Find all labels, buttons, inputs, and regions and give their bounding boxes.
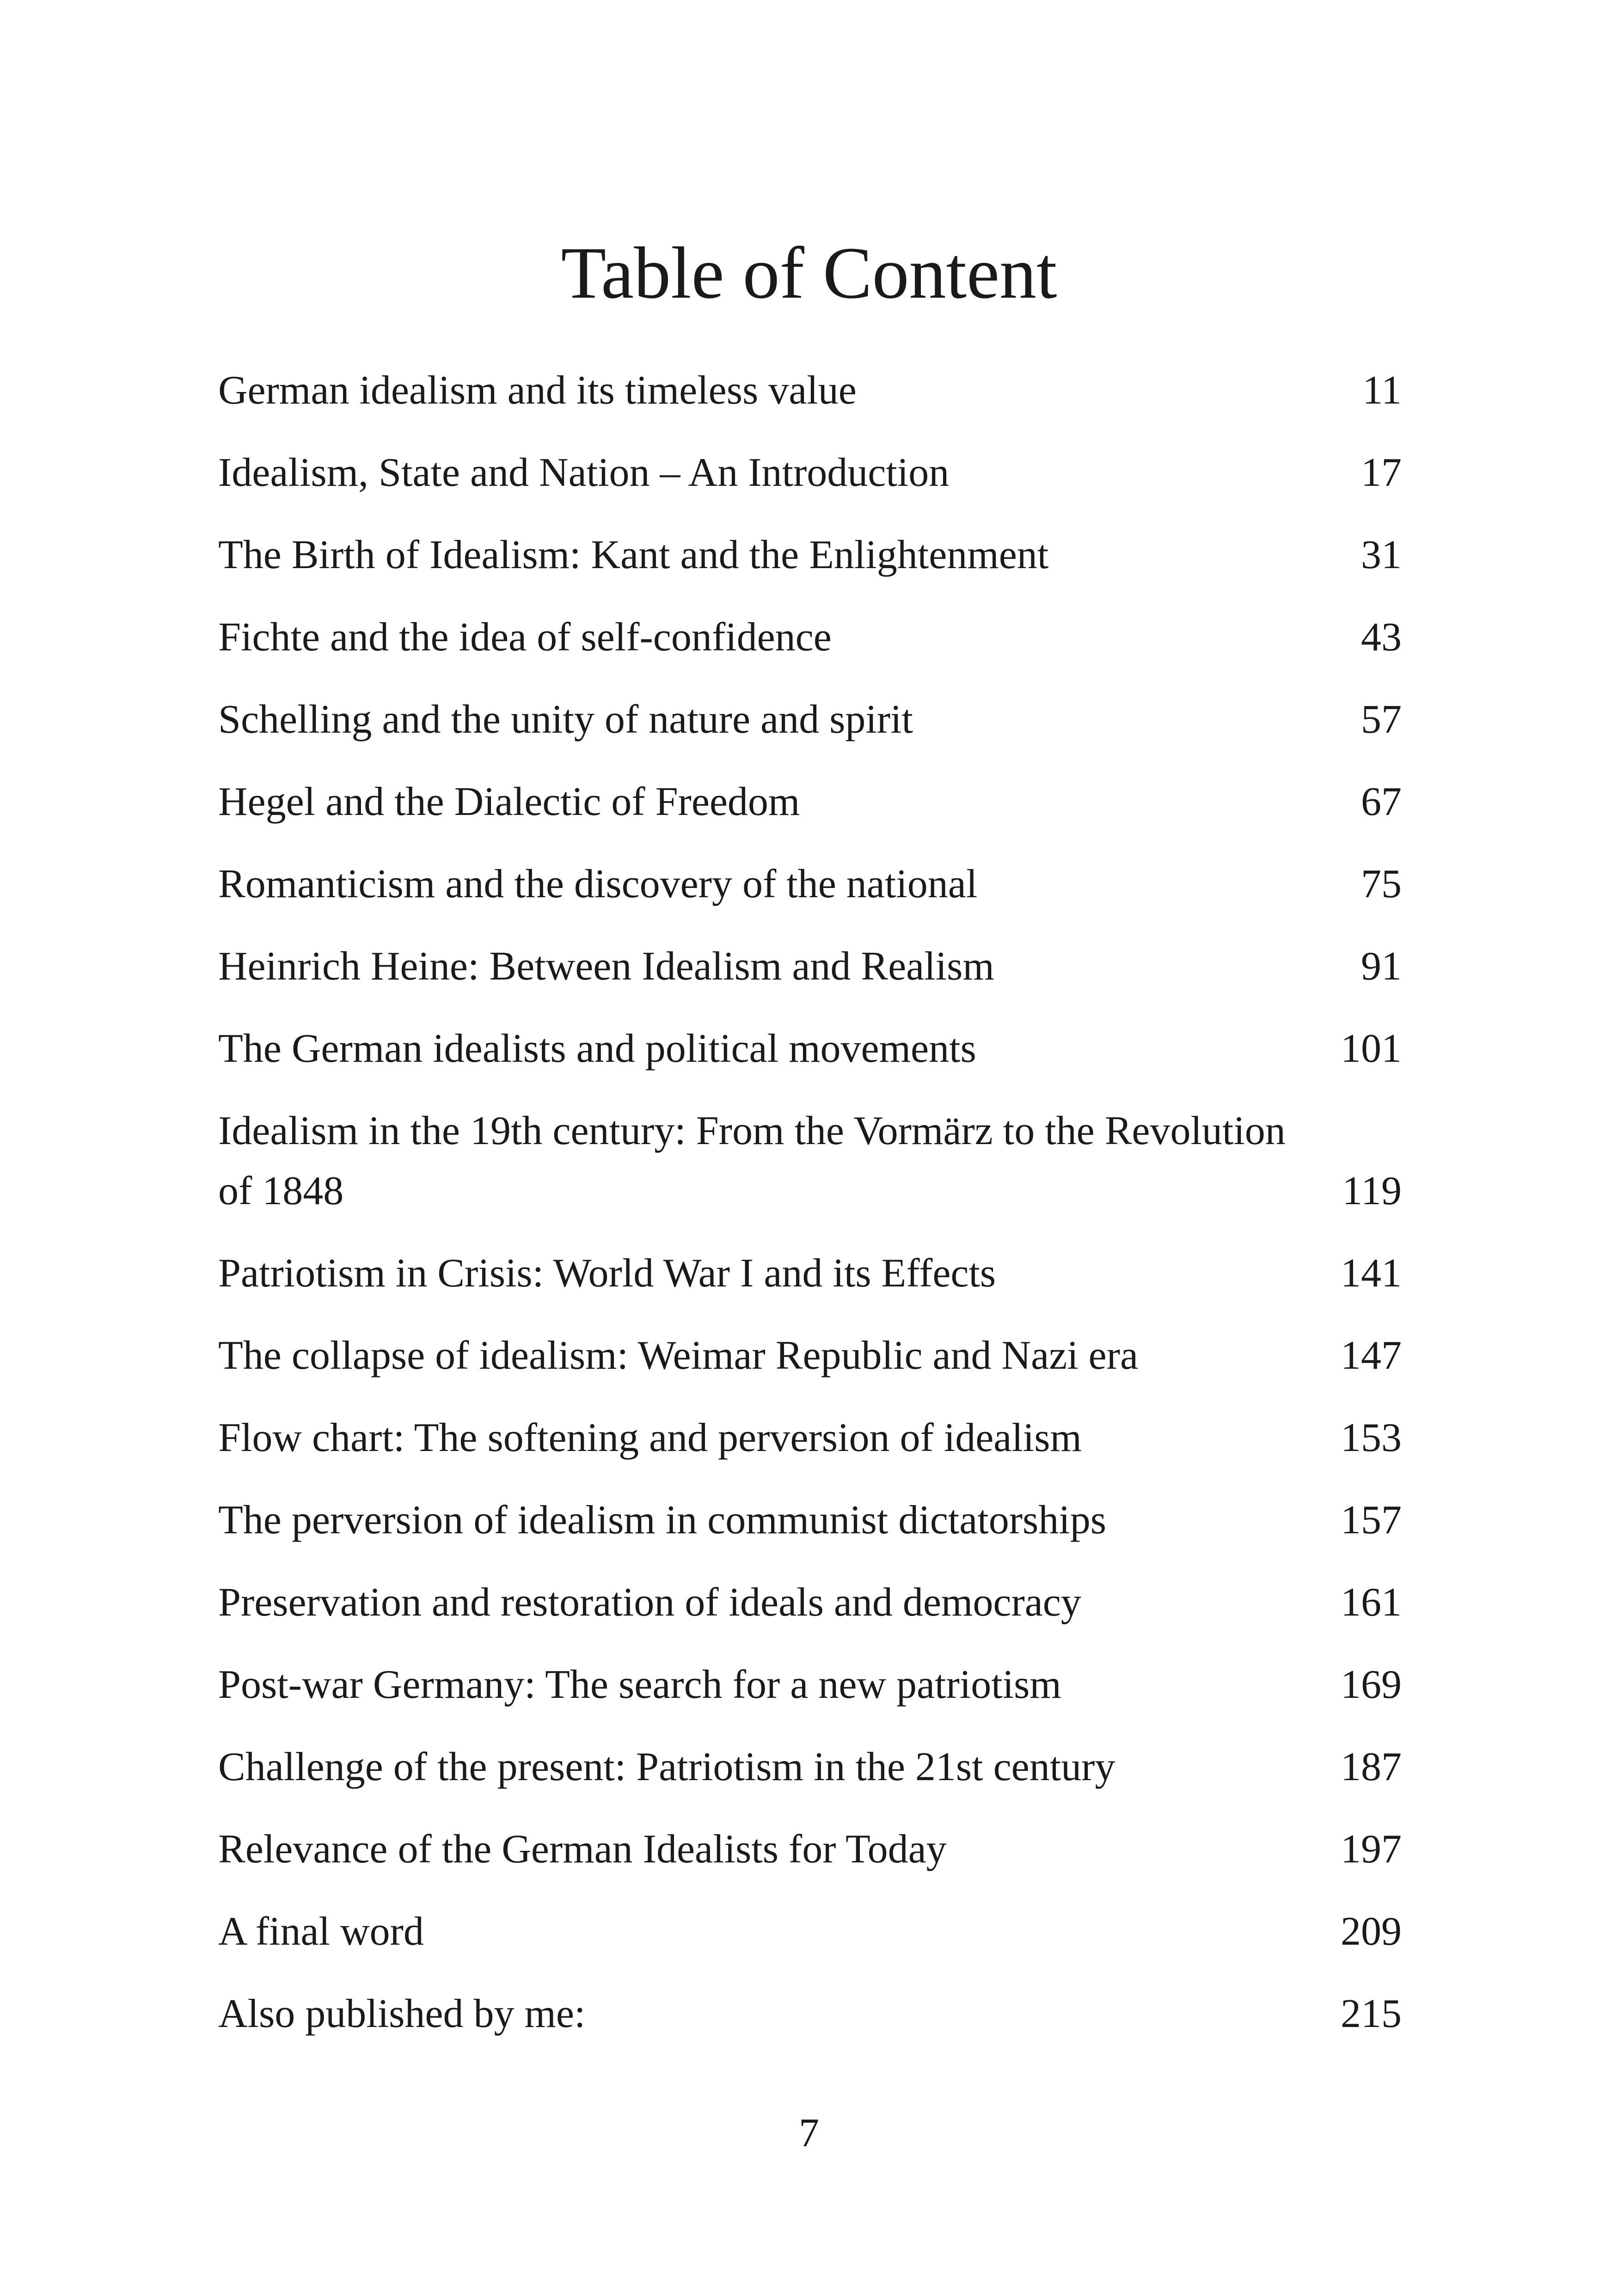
toc-entry[interactable] [218, 1326, 1402, 1386]
toc-entry-title: Romanticism and the discovery of the national [218, 862, 978, 906]
toc-entry-page: 141 [1341, 1251, 1402, 1296]
toc-entry[interactable] [218, 1243, 1402, 1304]
toc-entry[interactable] [218, 1101, 1402, 1221]
toc-entry[interactable] [218, 772, 1402, 832]
toc-entry[interactable] [218, 690, 1402, 750]
toc-entry-title: Heinrich Heine: Between Idealism and Realism [218, 944, 994, 989]
toc-entry-title: Preservation and restoration of ideals and democracy [218, 1580, 1081, 1625]
toc-entry-title: Post-war Germany: The search for a new patriotism [218, 1662, 1061, 1707]
toc-entry[interactable] [218, 854, 1402, 914]
toc-entry-title: Patriotism in Crisis: World War I and its Effects [218, 1251, 996, 1296]
toc-entry-title: The German idealists and political movements [218, 1026, 976, 1071]
toc-entry-page: 209 [1341, 1909, 1402, 1954]
toc-entry[interactable] [218, 1408, 1402, 1468]
toc-entry-title: Idealism in the 19th century: From the Vormärz to the Revolution of 1848 [218, 1108, 1286, 1213]
toc-entry-page: 31 [1361, 533, 1402, 577]
toc-entry-page: 57 [1361, 697, 1402, 742]
toc-entry-page: 11 [1362, 368, 1402, 413]
toc-entry-page: 169 [1341, 1662, 1402, 1707]
toc-entry-page: 17 [1361, 450, 1402, 495]
toc-entry-title: A final word [218, 1909, 424, 1954]
toc-entry[interactable] [218, 361, 1402, 421]
toc-entry[interactable] [218, 1490, 1402, 1550]
toc-entry-page: 67 [1361, 779, 1402, 824]
toc-entry-title: Flow chart: The softening and perversion of idealism [218, 1415, 1082, 1460]
page-title: Table of Content [561, 232, 1057, 314]
toc-entry-title: German idealism and its timeless value [218, 368, 857, 413]
toc-entry-page: 157 [1341, 1498, 1402, 1543]
toc-entry[interactable] [218, 1573, 1402, 1633]
toc-entry[interactable] [218, 525, 1402, 585]
toc-entry-title: Also published by me: [218, 1991, 586, 2036]
page-number: 7 [799, 2111, 819, 2155]
toc-entry-title: Hegel and the Dialectic of Freedom [218, 779, 800, 824]
toc-entry-page: 161 [1341, 1580, 1402, 1625]
table-of-contents [218, 361, 1402, 2066]
toc-entry-title: Idealism, State and Nation – An Introduction [218, 450, 950, 495]
toc-entry-page: 75 [1361, 862, 1402, 906]
toc-entry-title: Challenge of the present: Patriotism in the 21st century [218, 1745, 1115, 1789]
toc-entry-page: 153 [1341, 1415, 1402, 1460]
toc-entry-title: The Birth of Idealism: Kant and the Enlightenment [218, 533, 1049, 577]
toc-entry-title: The perversion of idealism in communist dictatorships [218, 1498, 1106, 1543]
toc-entry-page: 187 [1341, 1745, 1402, 1789]
toc-entry-title: Schelling and the unity of nature and spirit [218, 697, 913, 742]
toc-entry[interactable] [218, 1655, 1402, 1715]
toc-entry[interactable] [218, 607, 1402, 667]
toc-entry[interactable] [218, 1019, 1402, 1079]
toc-entry-page: 215 [1341, 1991, 1402, 2036]
toc-entry-title: The collapse of idealism: Weimar Republic and Nazi era [218, 1333, 1139, 1378]
toc-entry[interactable] [218, 1737, 1402, 1797]
toc-entry-page: 147 [1341, 1333, 1402, 1378]
toc-entry-page: 101 [1341, 1026, 1402, 1071]
toc-entry-title: Fichte and the idea of self-confidence [218, 615, 832, 660]
toc-entry-page: 91 [1361, 944, 1402, 989]
toc-entry[interactable] [218, 443, 1402, 503]
toc-entry-page: 197 [1341, 1827, 1402, 1872]
toc-entry-page: 43 [1361, 615, 1402, 660]
toc-entry[interactable] [218, 1984, 1402, 2044]
toc-entry[interactable] [218, 1819, 1402, 1880]
toc-entry[interactable] [218, 1902, 1402, 1962]
toc-entry-title: Relevance of the German Idealists for Today [218, 1827, 947, 1872]
toc-entry-page: 119 [1342, 1169, 1402, 1213]
toc-entry[interactable] [218, 937, 1402, 997]
